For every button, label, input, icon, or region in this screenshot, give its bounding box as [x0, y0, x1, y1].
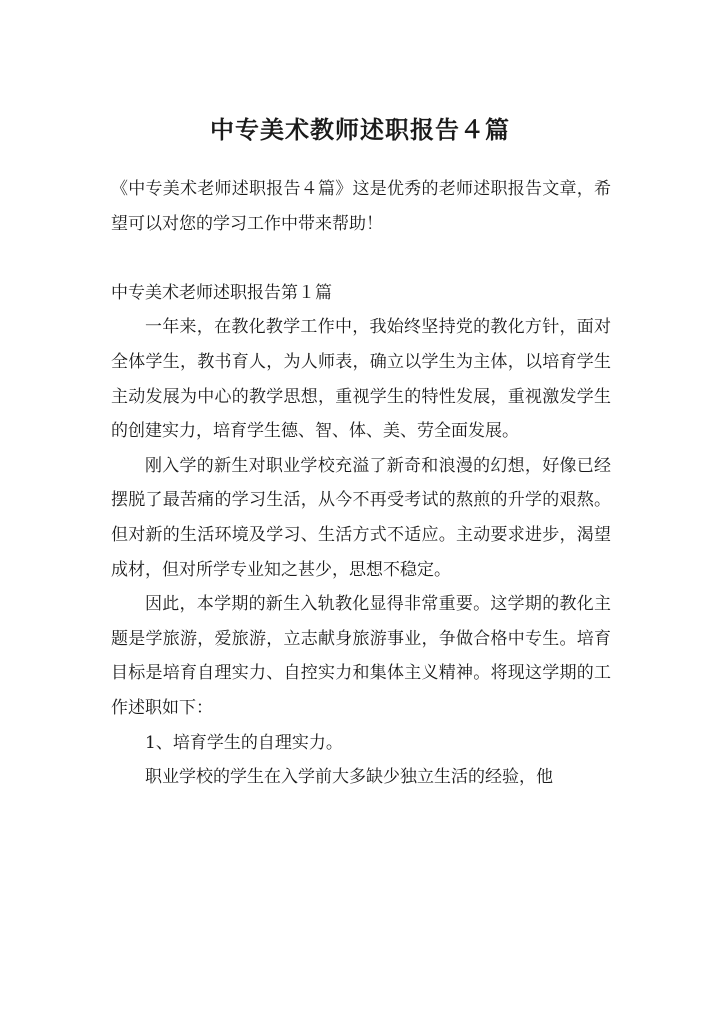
intro-paragraph: 《中专美术老师述职报告４篇》这是优秀的老师述职报告文章，希望可以对您的学习工作中带来帮助！ [111, 179, 611, 234]
document-title: 中专美术教师述职报告４篇 [210, 115, 510, 144]
body-paragraph: 刚入学的新生对职业学校充溢了新奇和浪漫的幻想，好像已经摆脱了最苦痛的学习生活，从今不再受考试的熬煎的升学的艰熬。但对新的生活环境及学习、生活方式不适应。主动要求进步，渴望成材，但对所学专业知之甚少，思想不稳定。 [111, 455, 611, 580]
body-paragraph: 因此，本学期的新生入轨教化显得非常重要。这学期的教化主题是学旅游，爱旅游，立志献身旅游事业，争做合格中专生。培育目标是培育自理实力、自控实力和集体主义精神。将现这学期的工作述职如下： [111, 594, 611, 718]
section-heading: 中专美术老师述职报告第１篇 [111, 282, 332, 303]
list-item-heading: 1、培育学生的自理实力。 [145, 732, 343, 753]
body-paragraph: 职业学校的学生在入学前大多缺少独立生活的经验，他 [145, 767, 553, 788]
document-body [111, 172, 611, 795]
body-paragraph: 一年来，在教化教学工作中，我始终坚持党的教化方针，面对全体学生，教书育人，为人师表，确立以学生为主体，以培育学生主动发展为中心的教学思想，重视学生的特性发展，重视激发学生的创建实力，培育学生德、智、体、美、劳全面发展。 [111, 317, 611, 442]
